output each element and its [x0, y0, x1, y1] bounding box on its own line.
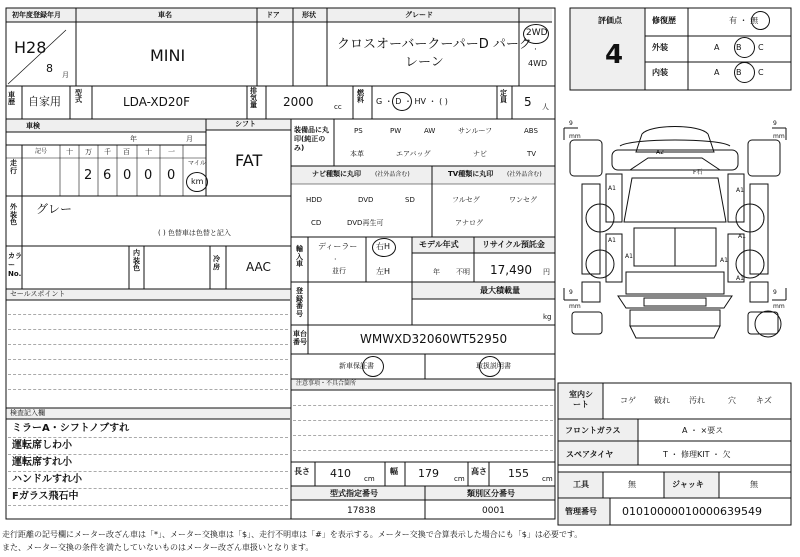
shift-label: シフト: [235, 120, 256, 128]
inspection-year-unit: 年: [130, 135, 137, 143]
mileage-place-2: 千: [104, 148, 111, 156]
diagram-mark-a1-right-mid: A1: [738, 233, 746, 240]
windshield-options: A ・ ×要ス: [682, 426, 724, 435]
tire-fl-value: 9: [569, 120, 573, 127]
navi-sub: (社外品含む): [375, 171, 410, 178]
length-value: 410: [330, 467, 351, 480]
model-label: 型式: [75, 89, 82, 104]
jack-value: 無: [750, 480, 758, 489]
mileage-digit-1: 6: [103, 168, 112, 183]
displacement-value: 2000: [283, 95, 314, 109]
diagram-mark-a1-right-bumper: A1: [736, 275, 744, 282]
usage-value: 自家用: [28, 95, 61, 108]
mileage-place-3: 百: [123, 148, 130, 156]
navi-dvd-play: DVD再生可: [347, 219, 384, 227]
interior-seat-label: 室内シート: [569, 390, 593, 410]
class-number-value: 0001: [482, 506, 505, 516]
tire-fl-unit: mm: [569, 133, 581, 140]
tv-analog: アナログ: [455, 219, 483, 227]
import-parallel: 並行: [332, 267, 346, 275]
score-value: 4: [605, 40, 624, 70]
first-reg-label: 初年度登録年月: [12, 11, 61, 19]
grade-line1: クロスオーバークーパーD パーク: [337, 37, 532, 52]
seat-koge: コゲ: [620, 396, 636, 405]
fuel-selected-circle: [392, 92, 412, 111]
exterior-selected-circle: [734, 37, 755, 58]
vin-label: 車台番号: [293, 330, 307, 347]
tire-rl-unit: mm: [569, 303, 581, 310]
mgmt-value: 01010000010000639549: [622, 505, 762, 518]
recycle-unit: 円: [543, 268, 550, 276]
import-dealer: ディーラー: [318, 242, 358, 251]
seat-yogore: 汚れ: [689, 396, 705, 405]
tv-title: TV種類に丸印: [448, 170, 494, 178]
manual-doc: 取扱説明書: [476, 362, 511, 370]
fuel-options: G ・ D ・ HV ・ ( ): [376, 97, 448, 106]
inspector-note-1: ミラーA・シフトノブすれ: [12, 423, 130, 434]
ac-value: AAC: [246, 260, 271, 274]
color-no-label: カラーNo.: [8, 252, 22, 279]
capacity-label: 定員: [500, 89, 507, 104]
equip-navi: ナビ: [473, 150, 487, 158]
displacement-unit: cc: [334, 103, 342, 111]
tv-sub: (社外品含む): [507, 171, 542, 178]
type-number-label: 型式指定番号: [330, 489, 378, 498]
drive-dot: ·: [534, 45, 537, 55]
tools-label: 工具: [573, 480, 589, 489]
windshield-label: フロントガラス: [565, 426, 621, 435]
exterior-color-note: ( ) 色替車は色替と記入: [158, 229, 231, 237]
repair-selected-circle: [751, 11, 770, 30]
drive-4wd: 4WD: [528, 59, 548, 68]
model-year-unknown: 不明: [456, 268, 470, 276]
mileage-place-0: 十: [66, 148, 73, 156]
warranty-circle: [362, 356, 384, 377]
equipment-label: 装備品に丸印(純正のみ): [294, 126, 329, 152]
reg-month-unit: 月: [62, 71, 69, 79]
mileage-place-4: 十: [145, 148, 152, 156]
mileage-digit-0: 2: [84, 168, 93, 183]
width-value: 179: [418, 467, 439, 480]
tire-rr-value: 9: [773, 289, 777, 296]
handle-right: 右H: [376, 242, 391, 251]
spare-tire-label: スペアタイヤ: [566, 450, 614, 459]
vin-value: WMWXD32060WT52950: [360, 332, 508, 346]
exterior-grade-options: A B C: [714, 43, 764, 52]
footer-note-2: また、メーター交換の条件を満たしていないものはメーター改ざん車扱いとなります。: [2, 543, 314, 552]
mileage-place-5: 一: [168, 148, 175, 156]
mileage-digit-2: 0: [123, 168, 132, 183]
max-load-label: 最大積載量: [480, 286, 520, 295]
navi-title: ナビ種類に丸印: [312, 170, 361, 178]
repair-label: 修復歴: [652, 16, 676, 25]
grade-label: グレード: [405, 11, 433, 19]
displacement-label: 排気量: [250, 87, 257, 109]
tire-fr-unit: mm: [773, 133, 785, 140]
jack-label: ジャッキ: [672, 480, 704, 489]
tire-fr-value: 9: [773, 120, 777, 127]
mgmt-label: 管理番号: [565, 507, 597, 516]
ac-label: 冷房: [213, 255, 220, 271]
spare-tire-options: T ・ 修理KIT ・ 欠: [663, 450, 731, 459]
registration-label: 登録番号: [296, 287, 303, 319]
equip-sunroof: サンルーフ: [458, 127, 493, 135]
max-load-unit: kg: [543, 313, 552, 321]
interior-label: 内装: [652, 68, 668, 77]
seat-ana: 穴: [728, 396, 736, 405]
model-value: LDA-XD20F: [123, 95, 191, 109]
width-unit: cm: [454, 475, 465, 483]
reg-month: 8: [46, 62, 53, 75]
seat-yabure: 破れ: [654, 396, 670, 405]
navi-sd: SD: [405, 196, 415, 204]
drive-2wd-circle: [523, 24, 549, 44]
diagram-mark-a2: A2: [656, 149, 664, 156]
inspector-note-2: 運転席しわ小: [12, 440, 72, 451]
mileage-digit-3: 0: [144, 168, 153, 183]
inspection-month-unit: 月: [186, 135, 193, 143]
mileage-unit: km: [191, 177, 204, 186]
recycle-value: 17,490: [490, 263, 532, 277]
manual-circle: [479, 356, 501, 377]
grade-line2: レーン: [405, 55, 444, 70]
mileage-place-1: 万: [85, 148, 92, 156]
height-value: 155: [508, 467, 529, 480]
tools-value: 無: [628, 480, 636, 489]
footer-note-1: 走行距離の記号欄にメーター改ざん車は「*」、メーター交換車は「$」、走行不明車は「#」を表示する。メーター交換で合算表示した場合にも「$」は必要です。: [2, 530, 583, 539]
import-label: 輸入車: [296, 245, 303, 269]
score-label: 評価点: [598, 16, 622, 25]
handle-right-circle: [372, 238, 396, 257]
model-year-label: モデル年式: [419, 240, 459, 249]
equip-pw: PW: [390, 127, 402, 135]
tv-oneseg: ワンセグ: [509, 196, 537, 204]
mileage-label: 走行: [10, 159, 17, 175]
diagram-mark-a1-right-rear: A1: [720, 257, 728, 264]
capacity-value: 5: [524, 95, 532, 109]
tire-rl-value: 9: [569, 289, 573, 296]
length-label: 長さ: [294, 467, 310, 476]
recycle-label: リサイクル預託金: [482, 240, 545, 249]
equip-ps: PS: [354, 127, 363, 135]
type-number-value: 17838: [347, 506, 376, 516]
mileage-unit-label: マイル: [188, 160, 206, 167]
capacity-unit: 人: [542, 103, 549, 111]
navi-hdd: HDD: [306, 196, 323, 204]
equip-abs: ABS: [524, 127, 538, 135]
equip-leather: 本革: [350, 150, 364, 158]
handle-left: 左H: [376, 267, 391, 276]
reg-era-year: H28: [14, 38, 47, 57]
diagram-mark-a1-left-rear: A1: [625, 253, 633, 260]
fuel-label: 燃料: [357, 89, 364, 104]
equip-airbag: エアバッグ: [396, 150, 431, 158]
usage-label: 車歴: [8, 91, 15, 106]
equip-tv: TV: [527, 150, 537, 158]
seat-kizu: キズ: [756, 396, 772, 405]
navi-cd: CD: [311, 219, 322, 227]
sales-point-label: セールスポイント: [10, 290, 66, 298]
model-year-unit: 年: [433, 268, 440, 276]
diagram-mark-a1-left-mid: A1: [608, 237, 616, 244]
class-number-label: 類別区分番号: [467, 489, 515, 498]
width-label: 幅: [390, 467, 398, 476]
warranty-doc: 新車保証書: [339, 362, 374, 370]
inspector-note-3: 運転席すれ小: [12, 457, 72, 468]
inspector-label: 検査記入欄: [10, 409, 45, 417]
diagram-mark-a1-left-front: A1: [608, 185, 616, 192]
drive-2wd: 2WD: [526, 28, 548, 38]
interior-selected-circle: [734, 62, 755, 83]
door-label: ドア: [266, 11, 280, 19]
notes-label: 注意事項・不具合箇所: [296, 380, 357, 387]
car-diagram: [560, 112, 792, 380]
import-dot: ·: [334, 255, 337, 264]
inspector-note-5: Fガラス飛石中: [12, 491, 79, 502]
tire-rr-unit: mm: [773, 303, 785, 310]
exterior-color-label: 外装色: [10, 203, 17, 227]
car-name-label: 車名: [158, 11, 172, 19]
tv-fullseg: フルセグ: [452, 196, 480, 204]
inspection-label: 車検: [26, 122, 40, 130]
length-unit: cm: [364, 475, 375, 483]
diagram-mark-a1-right-front: A1: [736, 187, 744, 194]
exterior-color-value: グレー: [36, 202, 73, 216]
diagram-glass-note: F石: [693, 169, 703, 176]
height-unit: cm: [542, 475, 553, 483]
repair-options: 有 ・ 無: [729, 16, 759, 25]
shift-value: FAT: [235, 151, 263, 170]
shape-label: 形状: [302, 11, 316, 19]
mileage-digit-4: 0: [167, 168, 176, 183]
interior-color-label: 内装色: [133, 249, 140, 273]
navi-dvd: DVD: [358, 196, 374, 204]
equip-aw: AW: [424, 127, 436, 135]
interior-grade-options: A B C: [714, 68, 764, 77]
mileage-code-label: 記号: [35, 148, 48, 155]
mileage-unit-circle: [186, 172, 208, 192]
car-name-value: MINI: [150, 46, 186, 65]
inspector-note-4: ハンドルすれ小: [12, 474, 82, 485]
height-label: 高さ: [471, 467, 487, 476]
exterior-label: 外装: [652, 43, 668, 52]
